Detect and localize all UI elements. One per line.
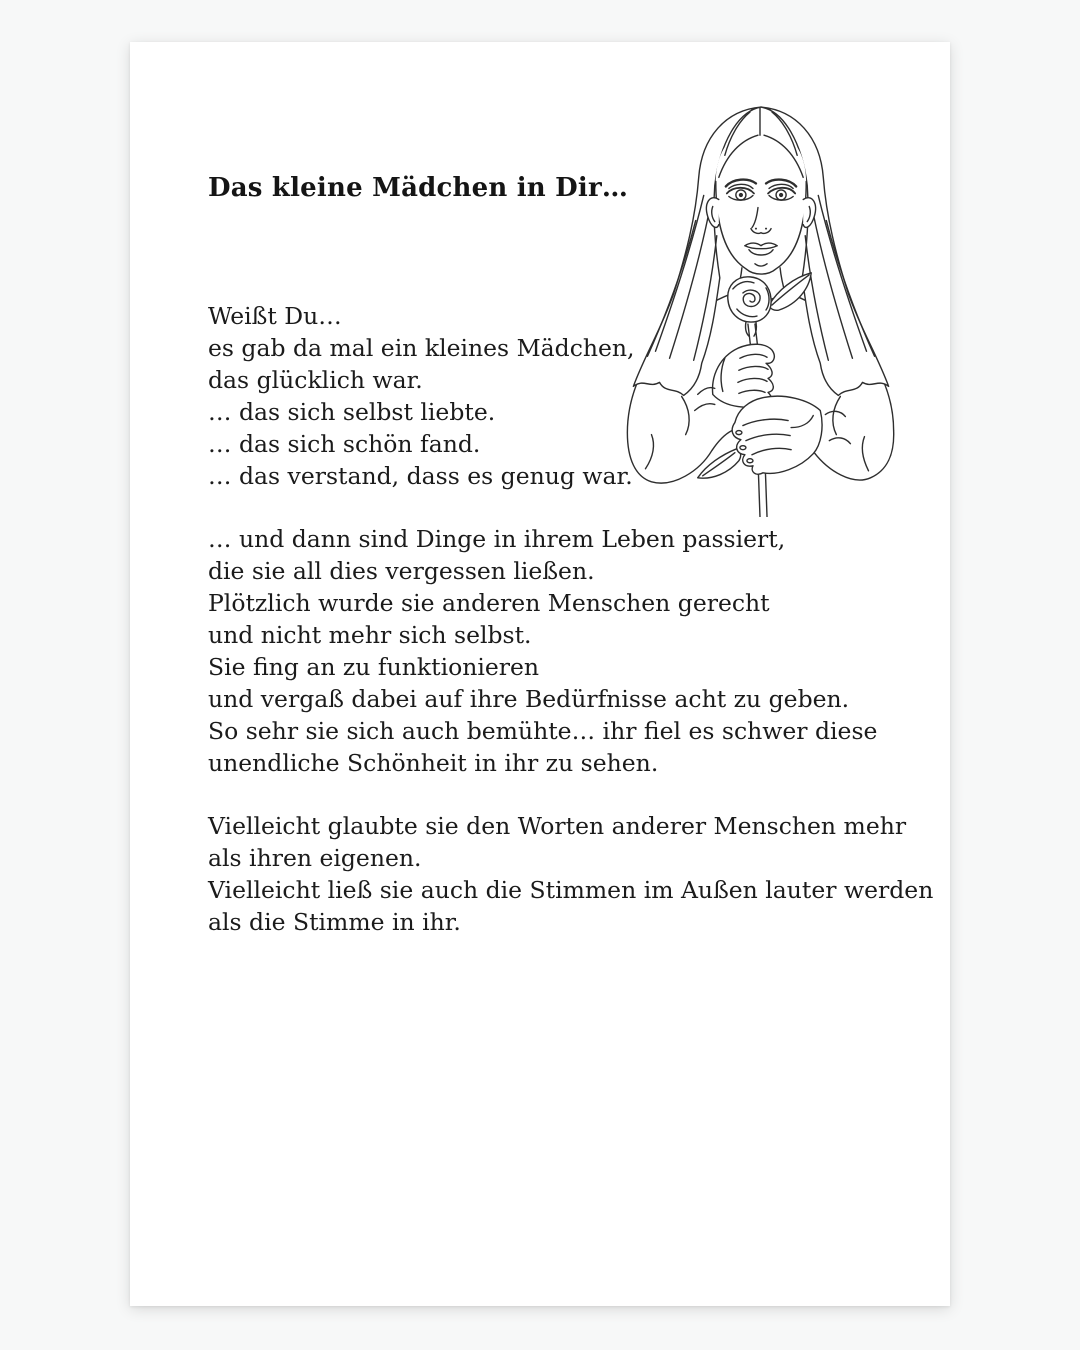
poem-line: als ihren eigenen. — [208, 844, 422, 872]
poem-line: als die Stimme in ihr. — [208, 908, 461, 936]
poem-content — [208, 172, 934, 938]
poem-line: … das verstand, dass es genug war. — [208, 462, 633, 490]
poem-paragraph-3 — [208, 810, 934, 938]
poem-page — [130, 42, 950, 1306]
poem-line: Sie fing an zu funktionieren — [208, 653, 540, 681]
poem-line: es gab da mal ein kleines Mädchen, — [208, 334, 635, 362]
poem-line: unendliche Schönheit in ihr zu sehen. — [208, 749, 659, 777]
poem-paragraph-1 — [208, 300, 920, 492]
poem-line: und vergaß dabei auf ihre Bedürfnisse acht zu geben. — [208, 685, 850, 713]
poem-line: … das sich selbst liebte. — [208, 398, 496, 426]
poem-line: … und dann sind Dinge in ihrem Leben passiert, — [208, 525, 786, 553]
poem-line: Weißt Du… — [208, 302, 342, 330]
poem-line: … das sich schön fand. — [208, 430, 481, 458]
poem-line: So sehr sie sich auch bemühte… ihr fiel es schwer diese — [208, 717, 878, 745]
page-title: Das kleine Mädchen in Dir… — [208, 173, 629, 203]
poem-line: Vielleicht glaubte sie den Worten anderer Menschen mehr — [208, 812, 907, 840]
poem-paragraph-2 — [208, 523, 920, 779]
poem-line: und nicht mehr sich selbst. — [208, 621, 532, 649]
poem-line: das glücklich war. — [208, 366, 423, 394]
poem-line: Plötzlich wurde sie anderen Menschen gerecht — [208, 589, 770, 617]
poem-line: Vielleicht ließ sie auch die Stimmen im Außen lauter werden — [208, 876, 934, 904]
poem-line: die sie all dies vergessen ließen. — [208, 557, 595, 585]
